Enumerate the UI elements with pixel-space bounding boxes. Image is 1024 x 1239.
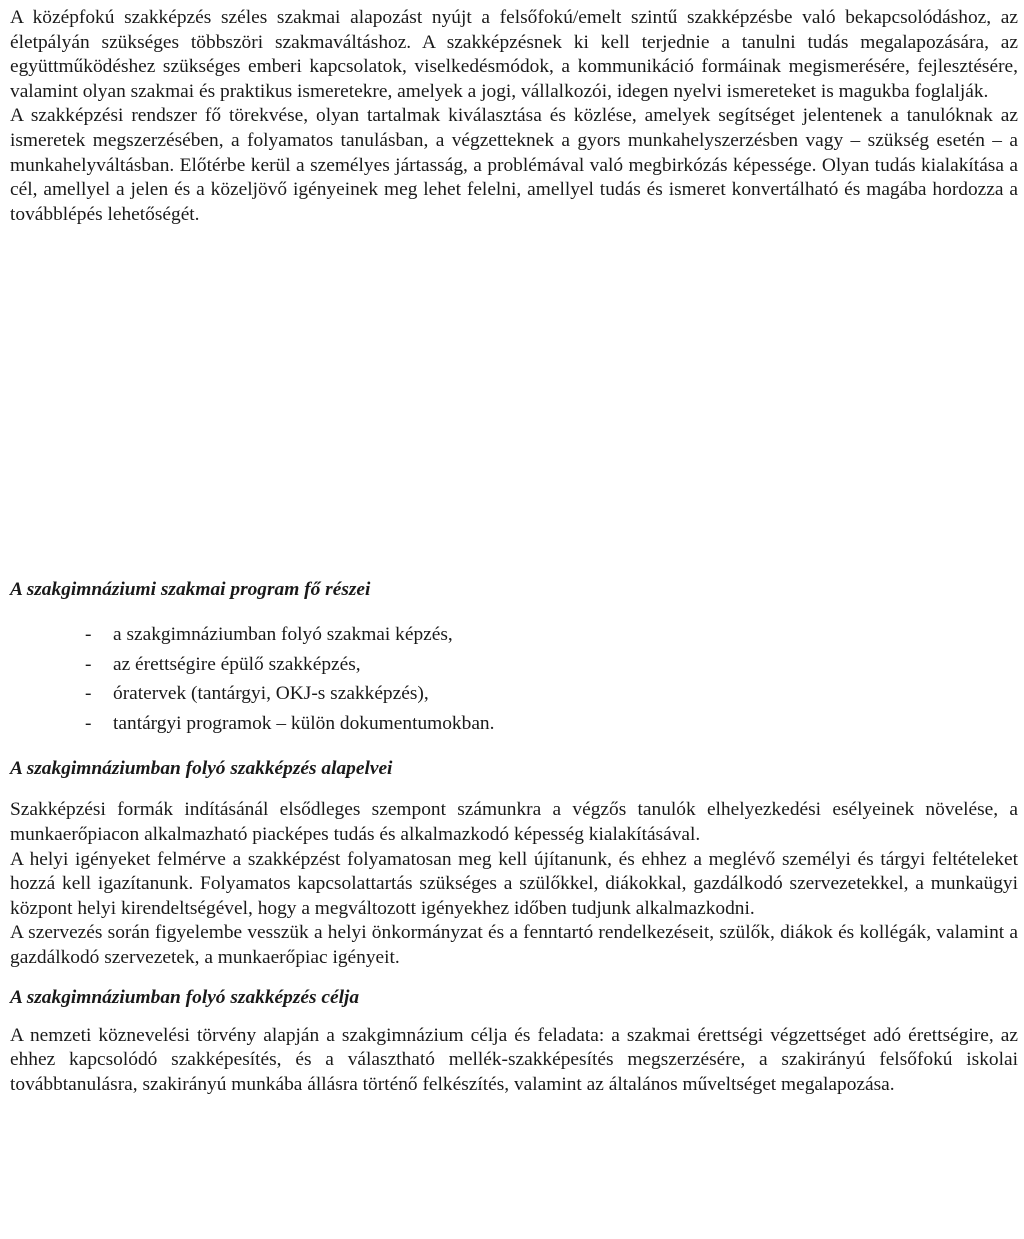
list-bullet: - <box>85 653 92 675</box>
principles-paragraph-3: A szervezés során figyelembe vesszük a helyi önkormányzat és a fenntartó rendelkezéseit, szülők, diákok és kollégák, valamint a gazdálkodó szervezetek, a munkaerőpiac igényeit. <box>10 922 1018 968</box>
list-item-text: tantárgyi programok – külön dokumentumokban. <box>113 712 495 734</box>
list-bullet: - <box>85 712 92 734</box>
list-item <box>10 679 1018 709</box>
document-page <box>10 0 1018 1097</box>
intro-paragraph-1: A középfokú szakképzés széles szakmai alapozást nyújt a felsőfokú/emelt szintű szakképzésbe való bekapcsolódáshoz, az életpályán szükséges többszöri szakmaváltáshoz. A szakképzésnek ki kell terjednie a tanulni tudás megalapozására, az együttműködéshez szükséges emberi kapcsolatok, viselkedésmódok, a kommunikáció formáinak megismerésére, fejlesztésére, valamint olyan szakmai és praktikus ismeretekre, amelyek a jogi, vállalkozói, idegen nyelvi ismereteket is magukba foglalják. <box>10 7 1018 102</box>
list-bullet: - <box>85 683 92 705</box>
list-item <box>10 620 1018 650</box>
section-heading-program: A szakgimnáziumi szakmai program fő részei <box>10 579 371 601</box>
list-item-text: az érettségire épülő szakképzés, <box>113 653 361 675</box>
program-parts-list <box>10 620 1018 738</box>
list-item <box>10 650 1018 680</box>
principles-paragraph-2: A helyi igényeket felmérve a szakképzést folyamatosan meg kell újítanunk, és ehhez a meglévő személyi és tárgyi feltételeket hozzá kell igazítanunk. Folyamatos kapcsolattartás szükséges a szülőkkel, diákokkal, gazdálkodó szervezetekkel, a munkaügyi központ helyi kirendeltségével, hogy a megváltozott igényekhez időben tudjunk alkalmazkodni. <box>10 848 1018 919</box>
list-item <box>10 709 1018 739</box>
section-heading-principles: A szakgimnáziumban folyó szakképzés alapelvei <box>10 758 393 780</box>
principles-paragraph-1: Szakképzési formák indításánál elsődleges szempont számunkra a végzős tanulók elhelyezkedési esélyeinek növelése, a munkaerőpiacon alkalmazható piacképes tudás és alkalmazkodó képesség kialakításával. <box>10 799 1018 845</box>
list-item-text: a szakgimnáziumban folyó szakmai képzés, <box>113 624 453 646</box>
goal-paragraph-1: A nemzeti köznevelési törvény alapján a szakgimnázium célja és feladata: a szakmai érettségi végzettséget adó érettségire, az ehhez kapcsolódó szakképesítés, és a választható mellék-szakképesítés megszerzésére, a szakirányú felsőfokú iskolai továbbtanulásra, szakirányú munkába állásra történő felkészítés, valamint az általános műveltséget megalapozása. <box>10 1024 1018 1095</box>
intro-paragraph-2: A szakképzési rendszer fő törekvése, olyan tartalmak kiválasztása és közlése, amelyek segítséget jelentenek a tanulóknak az ismeretek megszerzésében, a folyamatos tanulásban, a végzetteknek a gyors munkahelyszerzésben vagy – szükség esetén – a munkahelyváltásban. Előtérbe kerül a személyes jártasság, a problémával való megbirkózás képessége. Olyan tudás kialakítása a cél, amellyel a jelen és a közeljövő igényeinek meg lehet felelni, amellyel tudás és ismeret konvertálható és magába hordozza a továbblépés lehetőségét. <box>10 105 1018 225</box>
list-item-text: óratervek (tantárgyi, OKJ-s szakképzés), <box>113 683 429 705</box>
section-heading-goal: A szakgimnáziumban folyó szakképzés célja <box>10 986 360 1008</box>
list-bullet: - <box>85 624 92 646</box>
